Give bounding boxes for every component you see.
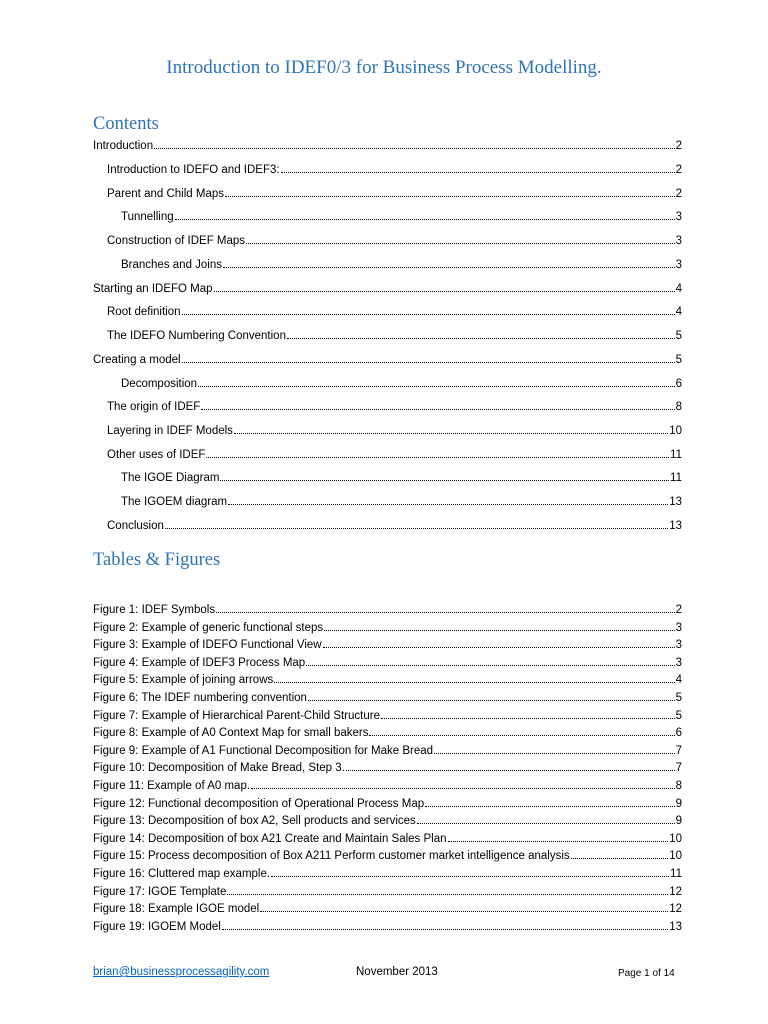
figure-entry[interactable]: Figure 1: IDEF Symbols 2: [93, 601, 682, 617]
figure-entry[interactable]: Figure 16: Cluttered map example. 11: [93, 865, 682, 881]
figure-entry[interactable]: Figure 2: Example of generic functional steps 3: [93, 619, 682, 635]
toc-entry[interactable]: The IGOE Diagram 11: [121, 469, 682, 485]
figure-entry[interactable]: Figure 12: Functional decomposition of Operational Process Map 9: [93, 795, 682, 811]
figure-entry[interactable]: Figure 13: Decomposition of box A2, Sell products and services 9: [93, 812, 682, 828]
figure-entry[interactable]: Figure 14: Decomposition of box A21 Create and Maintain Sales Plan 10: [93, 830, 682, 846]
figure-entry[interactable]: Figure 6: The IDEF numbering convention 5: [93, 689, 682, 705]
document-title: Introduction to IDEF0/3 for Business Process Modelling.: [166, 57, 602, 78]
figure-entry[interactable]: Figure 5: Example of joining arrows 4: [93, 671, 682, 687]
figure-entry[interactable]: Figure 8: Example of A0 Context Map for small bakers 6: [93, 724, 682, 740]
footer-date: November 2013: [356, 966, 438, 978]
figures-heading: Tables & Figures: [93, 550, 221, 570]
figure-entry[interactable]: Figure 7: Example of Hierarchical Parent-Child Structure 5: [93, 707, 682, 723]
figure-entry[interactable]: Figure 17: IGOE Template 12: [93, 883, 682, 899]
toc-entry[interactable]: The IGOEM diagram 13: [121, 493, 682, 509]
toc-entry[interactable]: Construction of IDEF Maps 3: [107, 232, 682, 248]
figure-entry[interactable]: Figure 9: Example of A1 Functional Decomposition for Make Bread 7: [93, 742, 682, 758]
toc-entry[interactable]: Layering in IDEF Models 10: [107, 422, 682, 438]
toc-entry[interactable]: Other uses of IDEF 11: [107, 446, 682, 462]
footer-email-link[interactable]: brian@businessprocessagility.com: [93, 966, 270, 978]
figure-entry[interactable]: Figure 11: Example of A0 map. 8: [93, 777, 682, 793]
footer-page-number: Page 1 of 14: [618, 968, 675, 979]
figure-entry[interactable]: Figure 15: Process decomposition of Box A211 Perform customer market intelligence analysis 10: [93, 847, 682, 863]
contents-heading: Contents: [93, 114, 159, 134]
toc-entry[interactable]: Tunnelling 3: [121, 208, 682, 224]
toc-entry[interactable]: Starting an IDEFO Map 4: [93, 280, 682, 296]
figure-entry[interactable]: Figure 10: Decomposition of Make Bread, Step 3. 7: [93, 759, 682, 775]
toc-entry[interactable]: Introduction 2: [93, 137, 682, 153]
toc-entry[interactable]: Root definition 4: [107, 303, 682, 319]
toc-entry[interactable]: Creating a model 5: [93, 351, 682, 367]
toc-entry[interactable]: Decomposition 6: [121, 375, 682, 391]
toc-entry[interactable]: Parent and Child Maps 2: [107, 185, 682, 201]
toc-entry[interactable]: Conclusion 13: [107, 517, 682, 533]
toc-entry[interactable]: The origin of IDEF 8: [107, 398, 682, 414]
figure-entry[interactable]: Figure 18: Example IGOE model 12: [93, 900, 682, 916]
figure-entry[interactable]: Figure 3: Example of IDEFO Functional View 3: [93, 636, 682, 652]
figure-entry[interactable]: Figure 19: IGOEM Model 13: [93, 918, 682, 934]
figure-entry[interactable]: Figure 4: Example of IDEF3 Process Map 3: [93, 654, 682, 670]
toc-entry[interactable]: Introduction to IDEFO and IDEF3: 2: [107, 161, 682, 177]
toc-entry[interactable]: Branches and Joins 3: [121, 256, 682, 272]
toc-entry[interactable]: The IDEFO Numbering Convention 5: [107, 327, 682, 343]
